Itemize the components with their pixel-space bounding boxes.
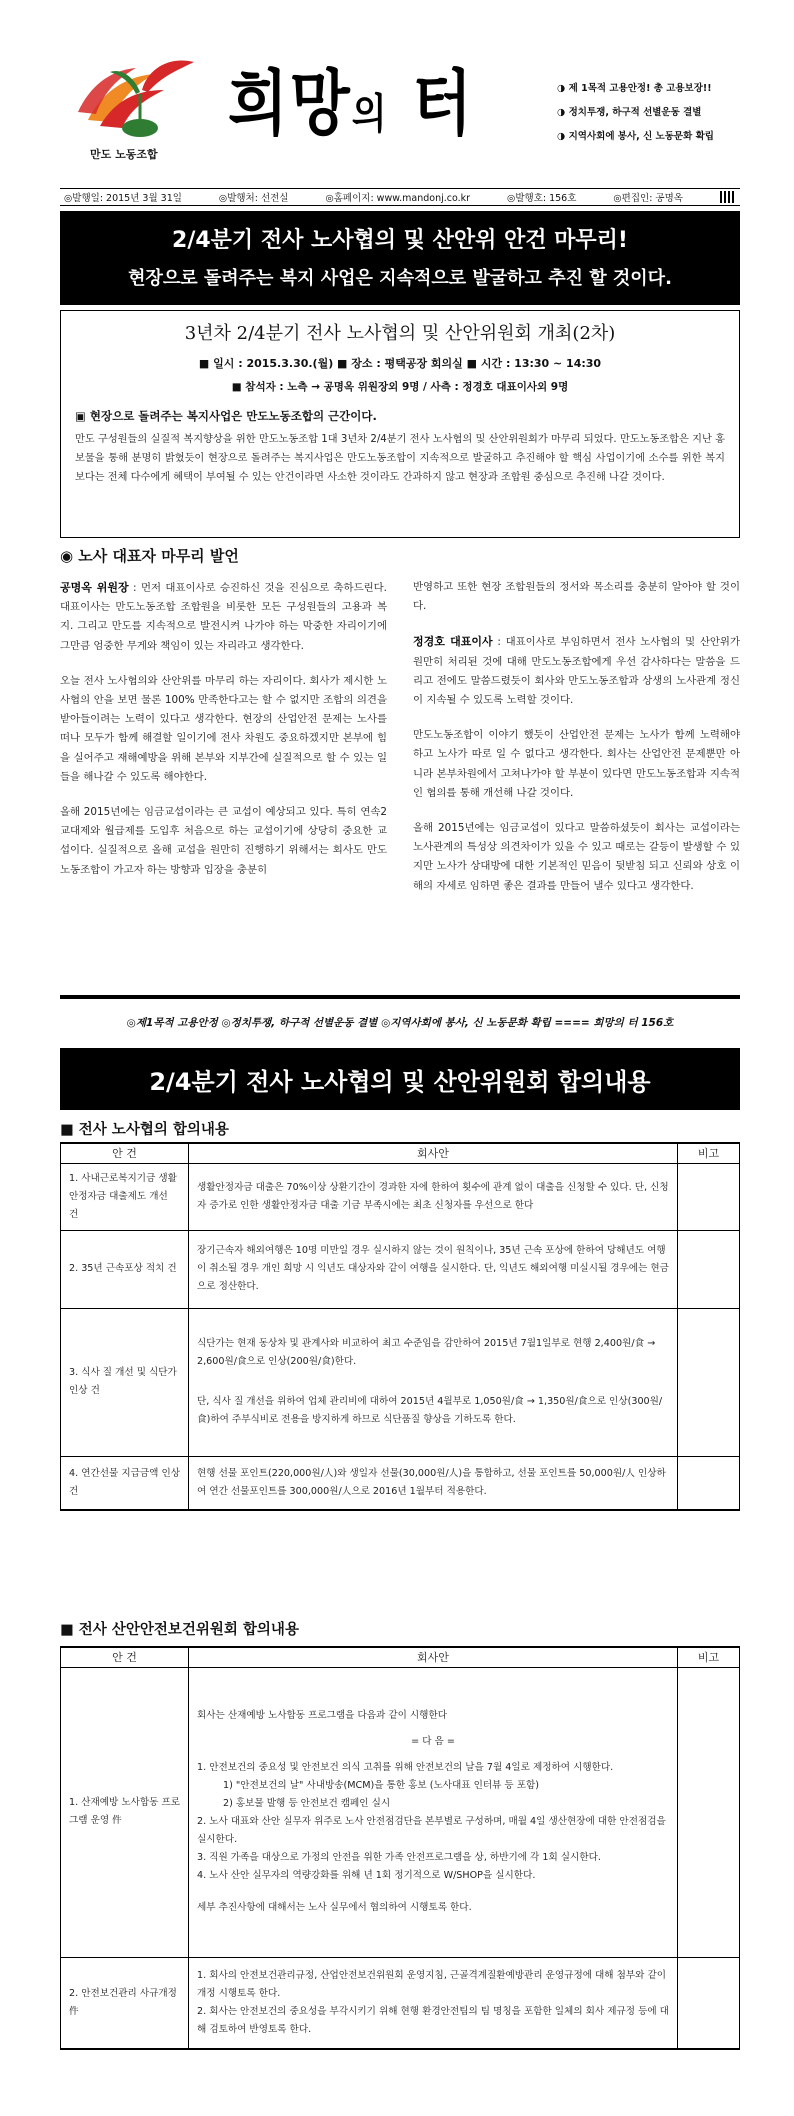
note-cell: [678, 1230, 740, 1308]
remark-paragraph: 올해 2015년에는 임금교섭이 있다고 말씀하셨듯이 회사는 교섭이라는 노사관계의 특성상 의견차이가 있을 수 있고 때로는 갈등이 발생할 수 있지만 노사가 상대방에 대한 기본적인 믿음이 뒷받침 되고 신뢰와 상호 이해의 자세로 임하면 좋은 결과를 만들어 낼수 있다고 생각한다.: [413, 822, 740, 892]
agenda-item: 1. 산재예방 노사합동 프로그램 운영 件: [61, 1667, 189, 1957]
remark-paragraph: 반영하고 또한 현장 조합원들의 정서와 목소리를 충분히 알아야 할 것이다.: [413, 581, 740, 613]
slogan-ticker: ◎제1목적 고용안정 ◎정치투쟁, 하구적 선별운동 결별 ◎지역사회에 봉사, 신 노동문화 확립 ==== 희망의 터 156호: [126, 1017, 674, 1029]
company-proposal: 현행 선물 포인트(220,000원/人)와 생일자 선물(30,000원/人)을 통합하고, 선물 포인트를 50,000원/人 인상하여 연간 선물포인트를 300,000원/人으로 2016년 1월부터 적용한다.: [189, 1456, 678, 1510]
proposal-line: 2. 노사 대표와 산안 실무자 위주로 노사 안전점검단을 본부별로 구성하며, 매월 4일 생산현장에 대한 안전점검을 실시한다.: [197, 1816, 666, 1845]
remark-paragraph: 만도노동조합이 이야기 했듯이 산업안전 문제는 노사가 함께 노력해야 하고 노사가 따로 일 수 없다고 생각한다. 회사는 산업안전 문제뿐만 아니라 본부차원에서 고쳐나가야 할 부분이 있다면 만도노동조합과 지속적인 협의를 통해 개선해 나갈 것이다.: [413, 729, 740, 799]
highlight-body: 만도 구성원들의 실질적 복지향상을 위한 만도노동조합 1대 3년차 2/4분기 전사 노사협의 및 산안위원회가 마무리 되었다. 만도노동조합은 지난 홍보물을 통해 분명히 밝혔듯이 현장으로 돌려주는 복지사업은 만도노동조합이 지속적으로 발굴하고 추진해야 할 핵심 사업이기에 소수를 위한 복지보다는 전체 다수에게 혜택이 부여될 수 있는 안건이라면 사소한 것이라도 간과하지 않고 현장과 조합원 중심으로 추진해 나갈 것이다.: [75, 434, 725, 483]
meeting-title: 3년차 2/4분기 전사 노사협의 및 산안위원회 개최(2차): [184, 323, 616, 344]
proposal-line: 2. 회사는 안전보건의 중요성을 부각시키기 위해 현행 환경안전팀의 팀 명칭을 포함한 일체의 회사 제규정 등에 대해 검토하여 반영토록 한다.: [197, 2005, 669, 2035]
proposal-text: 식단가는 현재 동상차 및 관계사와 비교하여 최고 수준임을 감안하여 2015년 7월1일부로 현행 2,400원/食 → 2,600원/食으로 인상(200원/食)한다.: [197, 1338, 656, 1367]
note-cell: [678, 1163, 740, 1230]
safety-agreement-subhead: ■ 전사 산안안전보건위원회 합의내용: [60, 1618, 299, 1639]
headline: 2/4분기 전사 노사협의 및 산안위 안건 마무리!: [172, 228, 628, 253]
company-proposal: [189, 1667, 678, 1957]
proposal-divider-label: = 다 음 =: [411, 1736, 455, 1747]
table-row: [61, 1163, 740, 1230]
company-proposal: [189, 1308, 678, 1456]
publish-date: ◎발행일: 2015년 3월 31일: [64, 193, 182, 204]
agenda-item: 2. 35년 근속포상 적치 건: [61, 1230, 189, 1308]
headline-banner: [60, 211, 740, 305]
proposal-text: 단, 식사 질 개선을 위하여 업체 관리비에 대하여 2015년 4월부로 1,050원/食 → 1,350원/食으로 인상(300원/食)하여 주부식비로 전용을 방지하게 하므로 식단품질 향상을 기하도록 한다.: [197, 1396, 663, 1425]
note-cell: [678, 1456, 740, 1510]
labor-agreement-table: [60, 1142, 740, 1511]
note-cell: [678, 1667, 740, 1957]
union-name: 만도 노동조합: [90, 148, 158, 161]
slogan-list: [557, 80, 762, 152]
proposal-line: 2) 홍보물 발행 등 안전보건 캠페인 실시: [223, 1798, 391, 1809]
agreement-banner: [60, 1048, 740, 1110]
proposal-footer: 세부 추진사항에 대해서는 노사 실무에서 협의하여 시행토록 한다.: [197, 1902, 472, 1913]
table-row: [61, 1456, 740, 1510]
remarks-right-column: [413, 578, 740, 978]
labor-agreement-subhead: ■ 전사 노사협의 합의내용: [60, 1118, 229, 1139]
remarks-left-column: [60, 578, 387, 978]
header-item: 안 건: [61, 1143, 189, 1163]
remarks-columns: [60, 578, 740, 978]
header-note: 비고: [678, 1647, 740, 1667]
section-divider: [60, 995, 740, 999]
proposal-intro: 회사는 산재예방 노사합동 프로그램을 다음과 같이 시행한다: [197, 1710, 447, 1721]
table-header-row: [61, 1647, 740, 1667]
remark-paragraph: 올해 2015년에는 임금교섭이라는 큰 교섭이 예상되고 있다. 특히 연속2교대제와 월급제를 도입후 처음으로 하는 교섭이기에 상당히 중요한 교섭이다. 실질적으로 올해 교섭을 원만히 진행하기 위해서는 회사도 만도노동조합이 가고자 하는 방향과 입장을 충분히: [60, 806, 387, 876]
title-part-of: 의: [351, 91, 389, 139]
note-cell: [678, 1957, 740, 2049]
company-proposal: [189, 1957, 678, 2049]
slogan-item: ◑ 정치투쟁, 하구적 선별운동 결별: [557, 104, 762, 118]
table-header-row: [61, 1143, 740, 1163]
table-row: [61, 1308, 740, 1456]
subheadline: 현장으로 돌려주는 복지 사업은 지속적으로 발굴하고 추진 할 것이다.: [128, 268, 672, 289]
slogan-item: ◑ 지역사회에 봉사, 신 노동문화 확립: [557, 128, 762, 142]
speaker-name: 공명옥 위원장: [60, 581, 129, 594]
agenda-item: 4. 연간선물 지급금액 인상 건: [61, 1456, 189, 1510]
header-note: 비고: [678, 1143, 740, 1163]
sprout-logo-icon: [70, 48, 200, 148]
remark-paragraph: 공명옥 위원장 : 먼저 대표이사로 승진하신 것을 진심으로 축하드린다. 대표이사는 만도노동조합 조합원을 비롯한 모든 구성원들의 고용과 복지. 그리고 만도를 지속적으로 발전시켜 나가야 하는 막중한 자리이기에 그만큼 엄중한 무게와 책임이 있는 자리라고 생각한다.: [60, 581, 387, 652]
table-row: [61, 1667, 740, 1957]
highlight-title: ▣ 현장으로 돌려주는 복지사업은 만도노동조합의 근간이다.: [75, 409, 377, 423]
header-item: 안 건: [61, 1647, 189, 1667]
speaker-name: 정경호 대표이사: [413, 635, 493, 649]
homepage-link[interactable]: ◎홈페이지: www.mandonj.co.kr: [325, 193, 471, 204]
masthead: [60, 48, 740, 188]
company-proposal: 장기근속자 해외여행은 10명 미만일 경우 실시하지 않는 것이 원칙이나, 35년 근속 포상에 한하여 당해년도 여행이 취소될 경우 개인 희망 시 익년도 대상자와 같이 여행을 실시한다. 단, 익년도 해외여행 미실시될 경우에는 현금으로 정산한다.: [189, 1230, 678, 1308]
proposal-line: 3. 직원 가족을 대상으로 가정의 안전을 위한 가족 안전프로그램을 상, 하반기에 각 1회 실시한다.: [197, 1852, 601, 1863]
note-cell: [678, 1308, 740, 1456]
issue-number: ◎발행호: 156호: [507, 193, 577, 204]
qr-code-icon: [720, 191, 736, 203]
title-part-hope: 희망: [228, 61, 352, 146]
publisher: ◎발행처: 선전실: [218, 193, 289, 204]
agenda-item: 3. 식사 질 개선 및 식단가 인상 건: [61, 1308, 189, 1456]
header-proposal: 회사안: [189, 1143, 678, 1163]
agreement-headline: 2/4분기 전사 노사협의 및 산안위원회 합의내용: [149, 1068, 651, 1096]
meeting-attendees: ■ 참석자 : 노측 → 공명옥 위원장외 9명 / 사측 : 정경호 대표이사외 9명: [231, 381, 569, 393]
meeting-info-box: [60, 310, 740, 538]
agenda-item: 2. 안전보건관리 사규개정 件: [61, 1957, 189, 2049]
proposal-line: 1) "안전보건의 날" 사내방송(MCM)을 통한 홍보 (노사대표 인터뷰 등 포함): [223, 1780, 540, 1791]
editor: ◎편집인: 공명옥: [613, 193, 683, 204]
remarks-section-title: ◉ 노사 대표자 마무리 발언: [60, 547, 239, 565]
agenda-item: 1. 사내근로복지기금 생활안정자금 대출제도 개선 건: [61, 1163, 189, 1230]
title-part-place: 터: [412, 61, 475, 146]
table-row: [61, 1230, 740, 1308]
proposal-line: 4. 노사 산안 실무자의 역량강화를 위해 년 1회 정기적으로 W/SHOP을 실시한다.: [197, 1870, 536, 1881]
company-proposal: 생활안정자금 대출은 70%이상 상환기간이 경과한 자에 한하여 횟수에 관계 없이 대출을 신청할 수 있다. 단, 신청자 증가로 인한 생활안정자금 대출 기금 부족시에는 최초 신청자를 우선으로 한다: [189, 1163, 678, 1230]
header-proposal: 회사안: [189, 1647, 678, 1667]
slogan-item: ◑ 제 1목적 고용안정! 총 고용보장!!: [557, 80, 762, 94]
proposal-line: 1. 안전보건의 중요성 및 안전보건 의식 고취를 위해 안전보건의 날을 7월 4일로 제정하여 시행한다.: [197, 1762, 614, 1773]
safety-agreement-table: [60, 1646, 740, 2050]
proposal-line: 1. 회사의 안전보건관리규정, 산업안전보건위원회 운영지침, 근골격계질환예방관리 운영규정에 대해 첨부와 같이 개정 시행토록 한다.: [197, 1969, 667, 1999]
newspaper-title: [228, 61, 475, 146]
remark-paragraph: 오늘 전사 노사협의와 산안위를 마무리 하는 자리이다. 회사가 제시한 노사협의 안을 보면 물론 100% 만족한다고는 할 수 없지만 조합의 의견을 받아들이려는 노력이 있다고 생각한다. 현장의 산업안전 문제는 노사를 떠나 모두가 함께 해결할 일이기에 전사 차원도 중요하겠지만 본부에 힘을 실어주고 재해예방을 위해 본부와 지부간에 실질적으로 할 수 있는 일들을 해나갈 수 있도록 해야한다.: [60, 674, 387, 783]
table-row: [61, 1957, 740, 2049]
publication-info-bar: [60, 188, 740, 206]
remark-paragraph: 정경호 대표이사 : 대표이사로 부임하면서 전사 노사협의 및 산안위가 원만히 처리된 것에 대해 만도노동조합에게 우선 감사하다는 말씀을 드리고 전에도 말씀드렸듯이 회사와 만도노동조합과 상생의 노사관계 정신이 지속될 수 있도록 노력할 것이다.: [413, 635, 740, 707]
meeting-schedule: ■ 일시 : 2015.3.30.(월) ■ 장소 : 평택공장 회의실 ■ 시간 : 13:30 ~ 14:30: [198, 357, 602, 370]
